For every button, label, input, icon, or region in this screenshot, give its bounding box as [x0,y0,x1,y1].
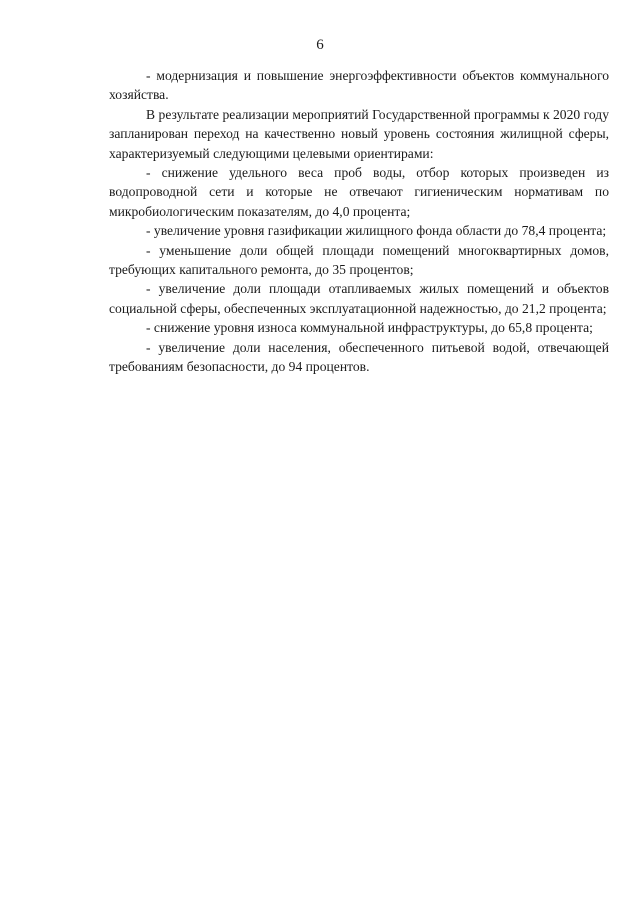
paragraph-program-results: В результате реализации мероприятий Государственной программы к 2020 году запланирован переход на качественно новый уровень состояния жилищной сферы, характеризуемый следующими целевыми ориентирами: [109,106,609,161]
paragraph-modernization: - модернизация и повышение энергоэффективности объектов коммунального хозяйства. [109,68,609,103]
paragraph-heated-premises: - увеличение доли площади отапливаемых жилых помещений и объектов социальной сферы, обеспеченных эксплуатационной надежностью, до 21,2 процента; [109,281,609,316]
paragraph-gasification: - увеличение уровня газификации жилищного фонда области до 78,4 процента; [146,223,607,239]
paragraph-drinking-water: - увеличение доли населения, обеспеченного питьевой водой, отвечающей требованиям безопасности, до 94 процентов. [109,339,609,375]
body-text [109,66,609,377]
paragraph-infrastructure-wear: - снижение уровня износа коммунальной инфраструктуры, до 65,8 процента; [146,320,593,336]
page-number: 6 [316,37,324,53]
paragraph-water-samples: - снижение удельного веса проб воды, отбор которых произведен из водопроводной сети и которые не отвечают гигиеническим нормативам по микробиологическим показателям, до 4,0 процента; [109,165,609,219]
paragraph-capital-repair: - уменьшение доли общей площади помещений многоквартирных домов, требующих капитального ремонта, до 35 процентов; [109,242,609,278]
